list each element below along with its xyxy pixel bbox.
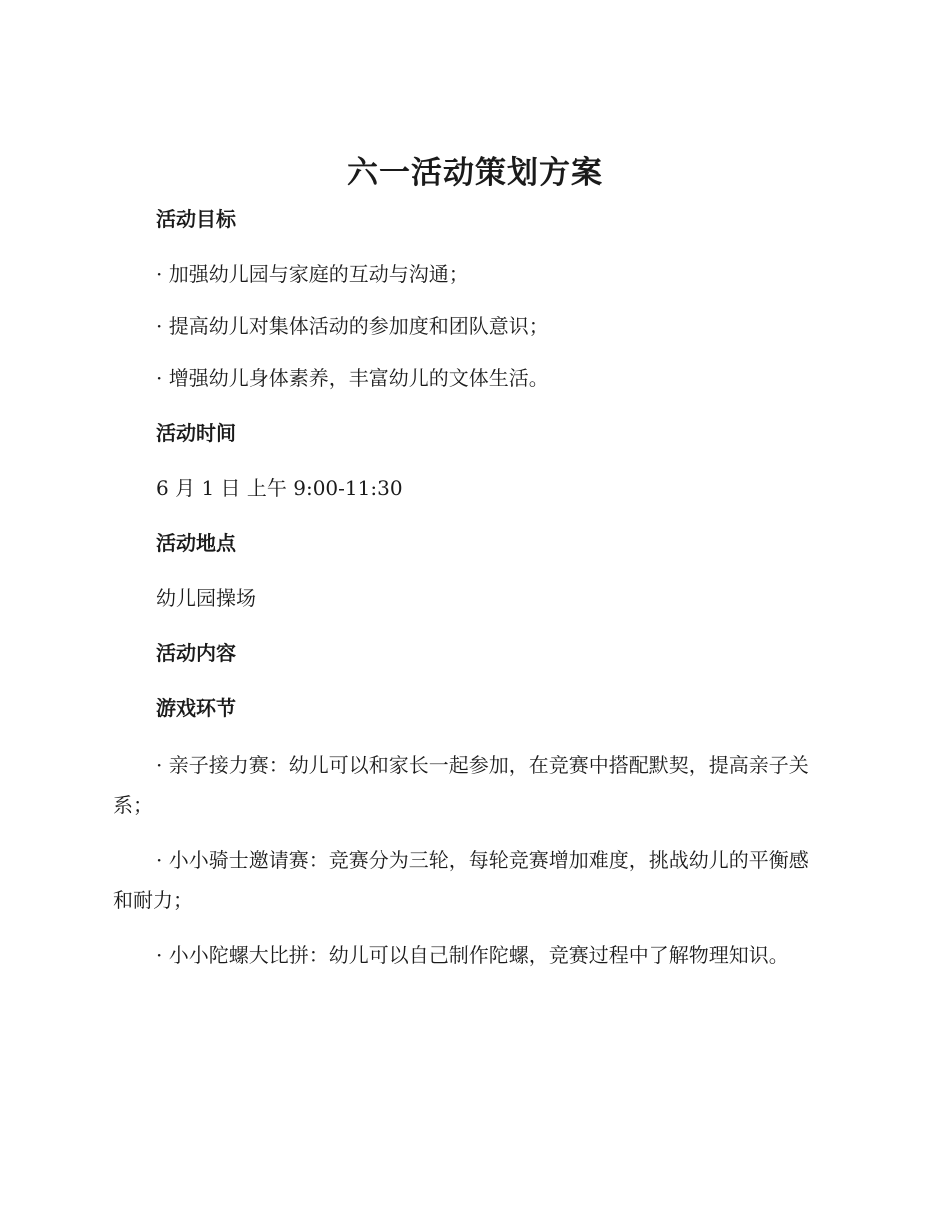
goal-item: · 增强幼儿身体素养，丰富幼儿的文体生活。 xyxy=(156,366,549,390)
section-heading-games: 游戏环节 xyxy=(156,696,236,720)
time-text: 6 月 1 日 上午 9:00-11:30 xyxy=(156,476,403,500)
section-heading-goals: 活动目标 xyxy=(156,207,236,231)
document-title: 六一活动策划方案 xyxy=(347,155,603,191)
document-body xyxy=(113,201,823,990)
section-heading-content: 活动内容 xyxy=(156,641,236,665)
section-heading-place: 活动地点 xyxy=(156,531,236,555)
goal-item: · 加强幼儿园与家庭的互动与沟通； xyxy=(156,262,469,286)
game-item: · 小小骑士邀请赛：竞赛分为三轮，每轮竞赛增加难度，挑战幼儿的平衡感和耐力； xyxy=(113,848,809,912)
place-text: 幼儿园操场 xyxy=(156,586,256,610)
section-heading-time: 活动时间 xyxy=(156,421,236,445)
game-item: · 小小陀螺大比拼：幼儿可以自己制作陀螺，竞赛过程中了解物理知识。 xyxy=(156,943,789,967)
goal-item: · 提高幼儿对集体活动的参加度和团队意识； xyxy=(156,314,549,338)
game-item: · 亲子接力赛：幼儿可以和家长一起参加，在竞赛中搭配默契，提高亲子关系； xyxy=(113,753,809,817)
